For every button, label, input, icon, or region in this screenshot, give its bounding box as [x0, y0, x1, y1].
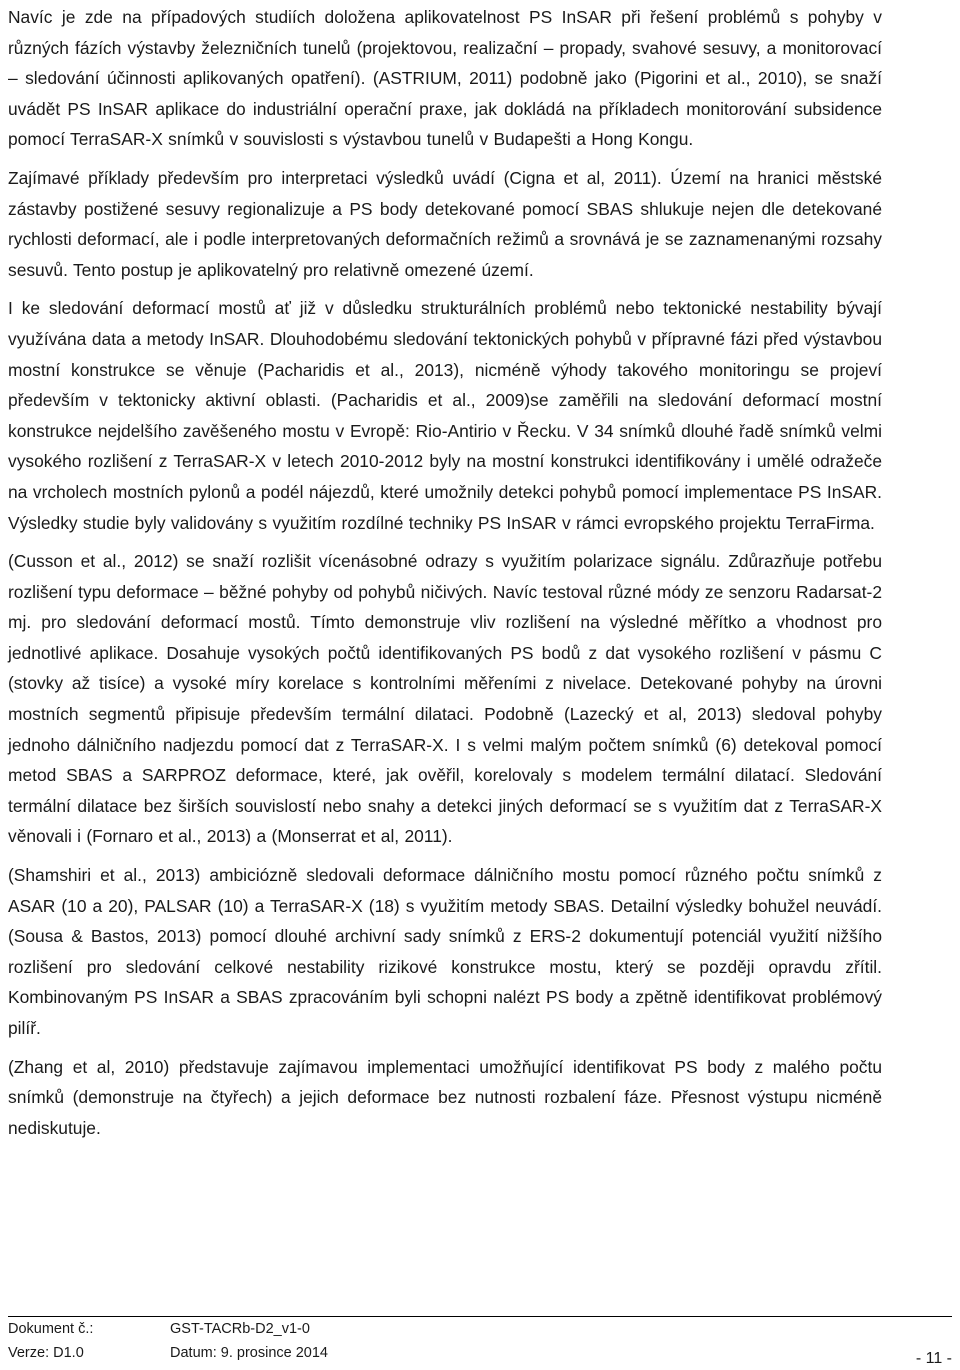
document-number-value: GST-TACRb-D2_v1-0	[170, 1321, 310, 1337]
document-body	[8, 0, 882, 1143]
paragraph: Navíc je zde na případových studiích doložena aplikovatelnost PS InSAR při řešení problémů s pohyby v různých fázích výstavby železničních tunelů (projektovou, realizační – propady, svahové sesuvy, a monitorovací – sledování účinnosti aplikovaných opatření). (ASTRIUM, 2011) podobně jako (Pigorini et al., 2010), se snaží uvádět PS InSAR aplikace do industriální operační praxe, jak dokládá na příkladech monitorování subsidence pomocí TerraSAR-X snímků v souvislosti s výstavbou tunelů v Budapešti a Hong Kongu.	[8, 7, 882, 150]
paragraph: (Zhang et al, 2010) představuje zajímavou implementaci umožňující identifikovat PS body z malého počtu snímků (demonstruje na čtyřech) a jejich deformace bez nutnosti rozbalení fáze. Přesnost výstupu nicméně nediskutuje.	[8, 1056, 882, 1138]
paragraph: I ke sledování deformací mostů ať již v důsledku strukturálních problémů nebo tektonické nestability bývají využívána data a metody InSAR. Dlouhodobému sledování tektonických pohybů v přípravné fázi před výstavbou mostní konstrukce se věnuje (Pacharidis et al., 2013), nicméně výhody takového monitoringu se projeví především v tektonicky aktivní oblasti. (Pacharidis et al., 2009)se zaměřili na sledování deformací mostní konstrukce nejdelšího zavěšeného mostu v Evropě: Rio-Antirio v Řecku. V 34 snímků dlouhé řadě snímků velmi vysokého rozlišení z TerraSAR-X v letech 2010-2012 byly na mostní konstrukci identifikovány i umělé odražeče na vrcholech mostních pylonů a podél nájezdů, které umožnily detekci pohybů pomocí implementace PS InSAR. Výsledky studie byly validovány s využitím rozdílné techniky PS InSAR v rámci evropského projektu TerraFirma.	[8, 298, 882, 533]
document-number-label: Dokument č.:	[8, 1321, 94, 1337]
paragraph: (Cusson et al., 2012) se snaží rozlišit vícenásobné odrazy s využitím polarizace signálu. Zdůrazňuje potřebu rozlišení typu deformace – běžné pohyby od pohybů ničivých. Navíc testoval různé módy ze senzoru Radarsat-2 mj. pro sledování deformací mostů. Tímto demonstruje vliv rozlišení na výsledné měřítko a vhodnost pro jednotlivé aplikace. Dosahuje vysokých počtů identifikovaných PS bodů z dat vysokého rozlišení v pásmu C (stovky až tisíce) a vysoké míry korelace s kontrolními měřeními z nivelace. Detekované pohyby na úrovni mostních segmentů připisuje především termální dilataci. Podobně (Lazecký et al, 2013) sledoval pohyby jednoho dálničního nadjezdu pomocí dat z TerraSAR-X. I s velmi malým počtem snímků (6) detekoval pomocí metod SBAS a SARPROZ deformace, které, jak ověřil, korelovaly s modelem termální dilatací. Sledování termální dilatace bez širších souvislostí nebo snahy a detekci jiných deformací se s využitím dat z TerraSAR-X věnovali i (Fornaro et al., 2013) a (Monserrat et al, 2011).	[8, 551, 882, 847]
page-footer	[8, 1316, 952, 1365]
date-label: Datum: 9. prosince 2014	[170, 1345, 328, 1361]
footer-document-row	[8, 1317, 952, 1341]
page-number: - 11 -	[915, 1350, 952, 1367]
version-label: Verze: D1.0	[8, 1345, 84, 1361]
footer-version-row	[8, 1341, 952, 1365]
paragraph: (Shamshiri et al., 2013) ambiciózně sledovali deformace dálničního mostu pomocí různého počtu snímků z ASAR (10 a 20), PALSAR (10) a TerraSAR-X (18) s využitím metody SBAS. Detailní výsledky bohužel neuvádí. (Sousa & Bastos, 2013) pomocí dlouhé archivní sady snímků z ERS-2 dokumentují potenciál využití nižšího rozlišení pro sledování celkové nestability rizikové konstrukce mostu, který se později opravdu zřítil. Kombinovaným PS InSAR a SBAS zpracováním byli schopni nalézt PS body a zpětně identifikovat problémový pilíř.	[8, 865, 882, 1038]
paragraph: Zajímavé příklady především pro interpretaci výsledků uvádí (Cigna et al, 2011). Území na hranici městské zástavby postižené sesuvy regionalizuje a PS body detekované pomocí SBAS shlukuje nejen dle detekované rychlosti deformací, ale i podle interpretovaných deformačních režimů a srovnává je se zaznamenanými rozsahy sesuvů. Tento postup je aplikovatelný pro relativně omezené území.	[8, 167, 882, 280]
